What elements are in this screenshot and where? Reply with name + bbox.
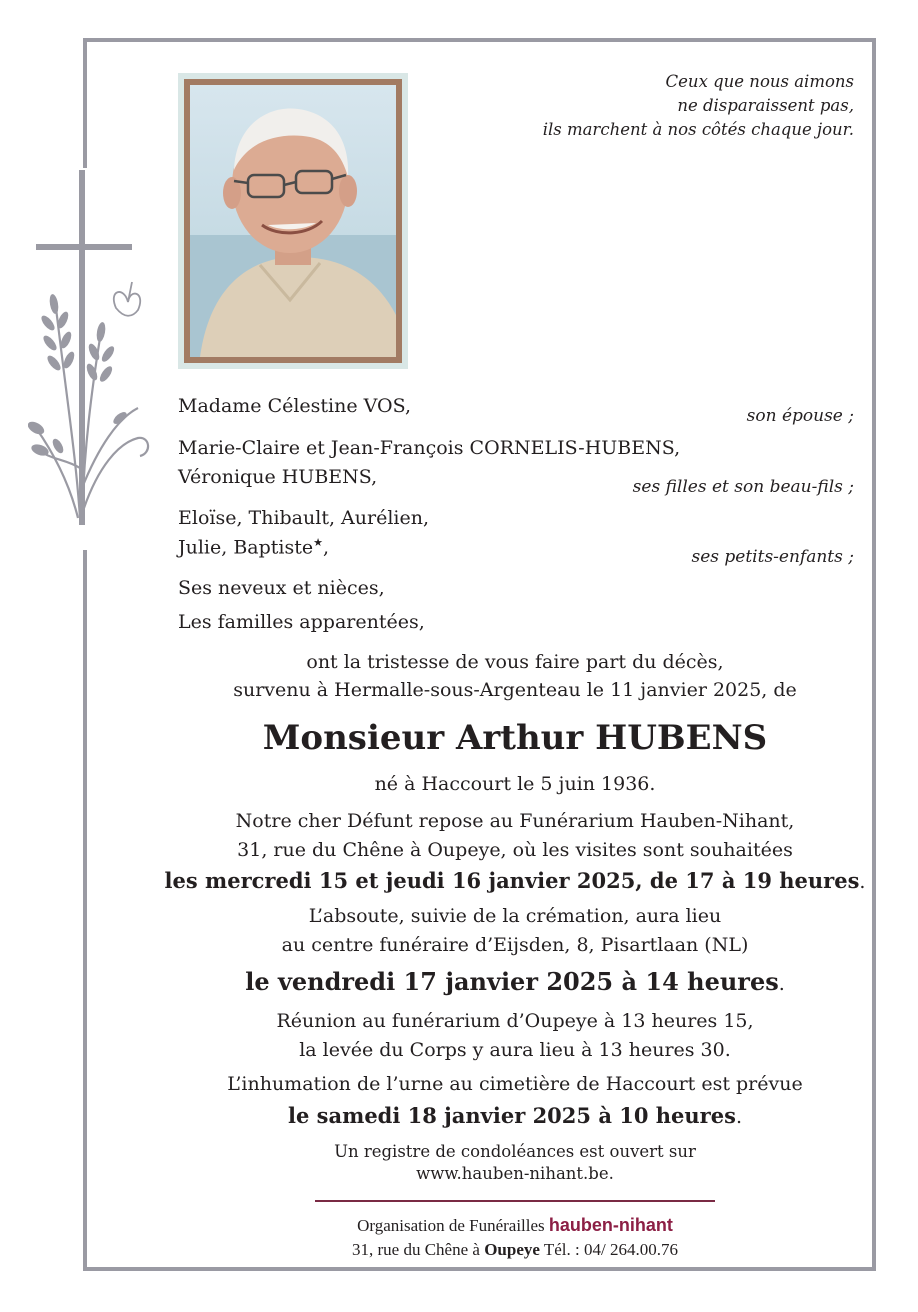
spouse-role: son épouse ; bbox=[746, 406, 854, 426]
relatives-line: Les familles apparentées, bbox=[178, 611, 425, 633]
meeting-line: Réunion au funérarium d’Oupeye à 13 heures 15, bbox=[276, 1010, 754, 1032]
condolences-url[interactable]: www.hauben-nihant.be. bbox=[416, 1164, 614, 1183]
announcement-line: ont la tristesse de vous faire part du décès, bbox=[306, 651, 724, 673]
burial-line: L’inhumation de l’urne au cimetière de Haccourt est prévue bbox=[227, 1073, 803, 1095]
footer-org bbox=[150, 1215, 880, 1236]
children-role: ses filles et son beau-fils ; bbox=[632, 477, 854, 497]
footer-town: Oupeye bbox=[484, 1240, 540, 1259]
burial-date: le samedi 18 janvier 2025 à 10 heures. bbox=[288, 1103, 742, 1128]
grandchildren-names: Julie, Baptiste bbox=[178, 536, 314, 559]
footer-address bbox=[150, 1240, 880, 1260]
ceremony-date: le vendredi 17 janvier 2025 à 14 heures. bbox=[245, 967, 785, 996]
children-line: Véronique HUBENS, bbox=[178, 466, 378, 488]
brand-logo: hauben-nihant bbox=[548, 1215, 673, 1235]
footer-org-prefix: Organisation de Funérailles bbox=[357, 1216, 545, 1235]
visits-dates: les mercredi 15 et jeudi 16 janvier 2025, de 17 à 19 heures. bbox=[164, 868, 866, 893]
deceased-name: Monsieur Arthur HUBENS bbox=[262, 718, 768, 758]
deceased-star-icon: ★ bbox=[313, 536, 323, 549]
birth-info: né à Haccourt le 5 juin 1936. bbox=[374, 773, 656, 795]
visits-line: 31, rue du Chêne à Oupeye, où les visites sont souhaitées bbox=[237, 839, 793, 861]
grandchildren-line: Eloïse, Thibault, Aurélien, bbox=[178, 507, 429, 529]
burial-date-text: le samedi 18 janvier 2025 à 10 heures bbox=[288, 1103, 736, 1128]
grandchildren-role: ses petits-enfants ; bbox=[691, 547, 854, 567]
quote-line: ils marchent à nos côtés chaque jour. bbox=[542, 120, 854, 139]
wheat-butterfly-ornament bbox=[28, 268, 158, 528]
announcement-line: survenu à Hermalle-sous-Argenteau le 11 janvier 2025, de bbox=[233, 679, 797, 701]
grandchildren-line: Julie, Baptiste★, bbox=[178, 536, 330, 559]
footer-phone: Tél. : 04/ 264.00.76 bbox=[543, 1240, 678, 1259]
ceremony-line: au centre funéraire d’Eijsden, 8, Pisartlaan (NL) bbox=[281, 934, 749, 956]
ceremony-date-text: le vendredi 17 janvier 2025 à 14 heures bbox=[245, 967, 779, 996]
footer-address-prefix: 31, rue du Chêne à bbox=[352, 1240, 480, 1259]
ceremony-line: L’absoute, suivie de la crémation, aura lieu bbox=[308, 905, 722, 927]
epitaph-quote bbox=[543, 70, 854, 142]
cross-icon-horizontal bbox=[36, 244, 132, 250]
condolences-line: Un registre de condoléances est ouvert sur bbox=[334, 1142, 696, 1161]
meeting-line: la levée du Corps y aura lieu à 13 heures 30. bbox=[299, 1039, 731, 1061]
visits-dates-text: les mercredi 15 et jeudi 16 janvier 2025, de 17 à 19 heures bbox=[164, 868, 860, 893]
spouse-name: Madame Célestine VOS, bbox=[178, 395, 412, 417]
quote-line: Ceux que nous aimons bbox=[665, 72, 854, 91]
relatives-line: Ses neveux et nièces, bbox=[178, 577, 385, 599]
visits-line: Notre cher Défunt repose au Funérarium Hauben-Nihant, bbox=[235, 810, 795, 832]
footer-divider bbox=[315, 1200, 715, 1202]
portrait-photo bbox=[190, 85, 396, 357]
quote-line: ne disparaissent pas, bbox=[677, 96, 854, 115]
children-line: Marie-Claire et Jean-François CORNELIS-HUBENS, bbox=[178, 437, 681, 459]
